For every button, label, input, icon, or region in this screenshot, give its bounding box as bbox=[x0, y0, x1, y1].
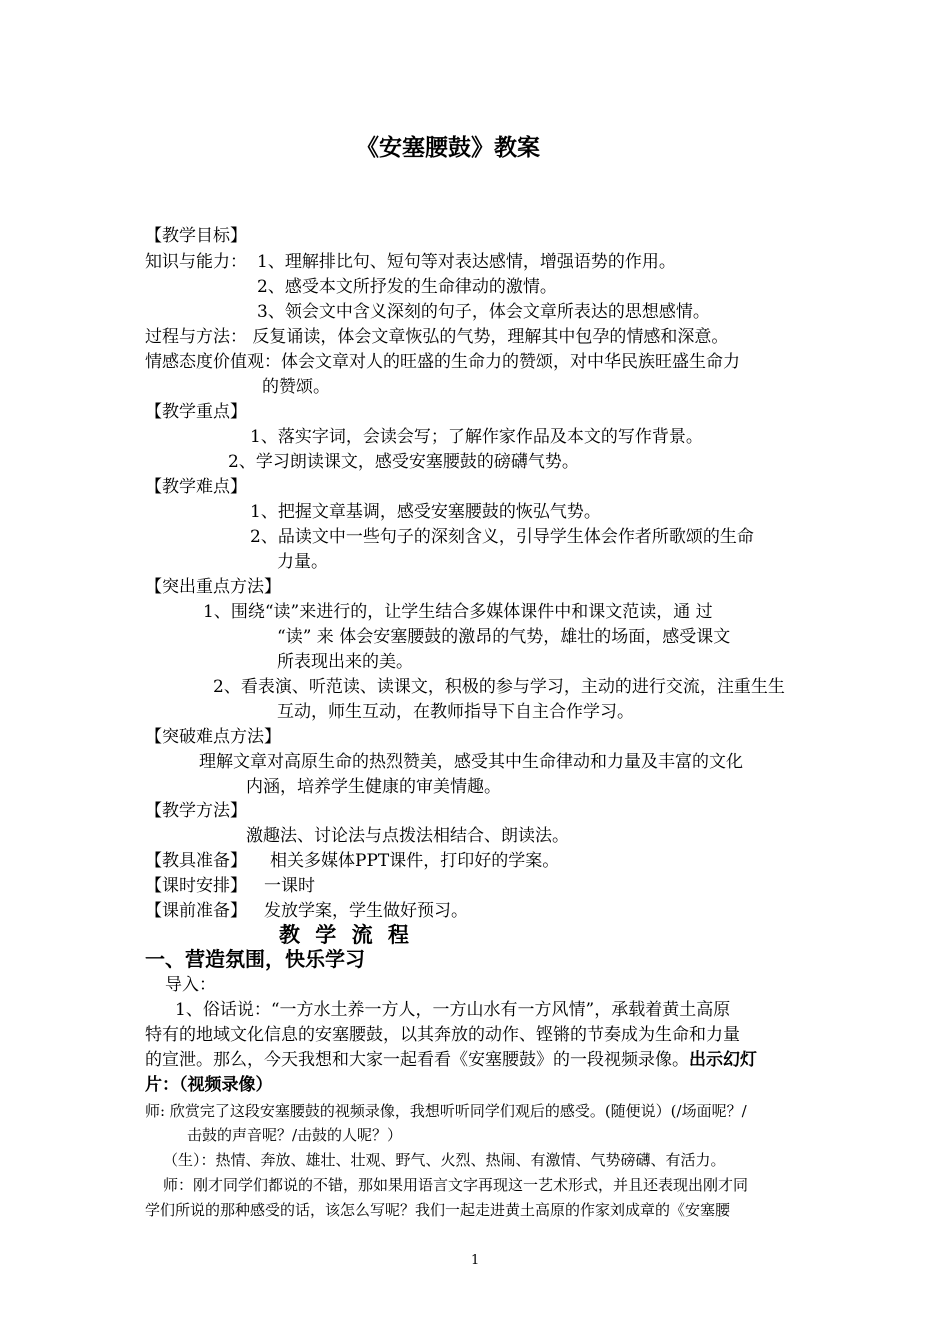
highlight-item-1-line-3: 所表现出来的美。 bbox=[277, 652, 413, 672]
objectives-heading: 【教学目标】 bbox=[145, 226, 247, 246]
intro-paragraph-line-3 bbox=[145, 1049, 757, 1071]
key-point-item-1: 1、落实字词，会读会写；了解作家作品及本文的写作背景。 bbox=[250, 427, 703, 447]
highlight-item-2-line-1: 2、看表演、听范读、读课文，积极的参与学习，主动的进行交流，注重生生 bbox=[213, 677, 785, 697]
key-point-item-2: 2、学习朗读课文，感受安塞腰鼓的磅礴气势。 bbox=[228, 452, 579, 472]
intro-paragraph-line-2: 特有的地域文化信息的安塞腰鼓，以其奔放的动作、铿锵的节奏成为生命和力量 bbox=[145, 1025, 740, 1045]
teaching-flow-heading: 教 学 流 程 bbox=[279, 922, 413, 947]
student-response-1: （生）：热情、奔放、雄壮、壮观、野气、火烈、热闹、有激情、气势磅礴、有活力。 bbox=[163, 1151, 726, 1169]
highlight-methods-heading: 【突出重点方法】 bbox=[145, 577, 281, 597]
knowledge-item-2: 2、感受本文所抒发的生命律动的激情。 bbox=[257, 277, 557, 297]
knowledge-ability-label: 知识与能力： bbox=[145, 252, 247, 272]
intro-label: 导入： bbox=[165, 975, 216, 995]
breakthrough-methods-heading: 【突破难点方法】 bbox=[145, 727, 281, 747]
difficulty-item-1: 1、把握文章基调，感受安塞腰鼓的恢弘气势。 bbox=[250, 502, 601, 522]
teacher-remark-1-line-1: 师: 欣赏完了这段安塞腰鼓的视频录像，我想听听同学们观后的感受。(随便说）(/场面呢？/ bbox=[145, 1102, 747, 1120]
materials-heading: 【教具准备】 bbox=[145, 851, 247, 871]
page-number: 1 bbox=[471, 1253, 480, 1268]
difficulties-heading: 【教学难点】 bbox=[145, 477, 247, 497]
knowledge-item-3: 3、领会文中含义深刻的句子，体会文章所表达的思想感情。 bbox=[257, 302, 710, 322]
preparation-heading: 【课前准备】 bbox=[145, 901, 247, 921]
key-points-heading: 【教学重点】 bbox=[145, 402, 247, 422]
document-title: 《安塞腰鼓》教案 bbox=[356, 134, 540, 161]
intro-paragraph-line-1: 1、俗话说：“一方水土养一方人，一方山水有一方风情”，承载着黄土高原 bbox=[175, 1000, 731, 1020]
breakthrough-line-1: 理解文章对高原生命的热烈赞美，感受其中生命律动和力量及丰富的文化 bbox=[199, 752, 743, 772]
section-1-heading: 一、营造氛围，快乐学习 bbox=[145, 947, 365, 971]
teacher-remark-1-line-2: 击鼓的声音呢？/击鼓的人呢？） bbox=[187, 1126, 403, 1144]
schedule-heading: 【课时安排】 bbox=[145, 876, 247, 896]
teacher-remark-2-line-2: 学们所说的那种感受的话，该怎么写呢？我们一起走进黄土高原的作家刘成章的《安塞腰 bbox=[145, 1201, 731, 1219]
emotion-values-line-1: 情感态度价值观：体会文章对人的旺盛的生命力的赞颂，对中华民族旺盛生命力 bbox=[145, 352, 740, 372]
highlight-item-1-line-1: 1、围绕“读”来进行的，让学生结合多媒体课件中和课文范读，通 过 bbox=[203, 602, 713, 622]
schedule-content: 一课时 bbox=[264, 876, 315, 896]
knowledge-item-1: 1、理解排比句、短句等对表达感情，增强语势的作用。 bbox=[257, 252, 676, 272]
teaching-methods-heading: 【教学方法】 bbox=[145, 801, 247, 821]
difficulty-item-2-line-2: 力量。 bbox=[277, 552, 328, 572]
teaching-methods-content: 激趣法、讨论法与点拨法相结合、朗读法。 bbox=[246, 826, 569, 846]
highlight-item-2-line-2: 互动，师生互动，在教师指导下自主合作学习。 bbox=[277, 702, 634, 722]
teacher-remark-2-line-1: 师：刚才同学们都说的不错，那如果用语言文字再现这一艺术形式，并且还表现出刚才同 bbox=[163, 1176, 749, 1194]
preparation-content: 发放学案，学生做好预习。 bbox=[264, 901, 468, 921]
difficulty-item-2-line-1: 2、品读文中一些句子的深刻含义，引导学生体会作者所歌颂的生命 bbox=[250, 527, 754, 547]
highlight-item-1-line-2: “读” 来 体会安塞腰鼓的激昂的气势，雄壮的场面，感受课文 bbox=[277, 627, 731, 647]
emotion-values-line-2: 的赞颂。 bbox=[262, 377, 330, 397]
materials-content: 相关多媒体PPT课件，打印好的学案。 bbox=[270, 851, 560, 871]
show-slide-instruction: 出示幻灯 bbox=[689, 1050, 757, 1070]
intro-paragraph-text: 的宣泄。那么，今天我想和大家一起看看《安塞腰鼓》的一段视频录像。 bbox=[145, 1050, 689, 1070]
process-method-line: 过程与方法： 反复诵读，体会文章恢弘的气势，理解其中包孕的情感和深意。 bbox=[145, 327, 729, 347]
show-slide-instruction-cont: 片：（视频录像） bbox=[145, 1075, 273, 1095]
breakthrough-line-2: 内涵，培养学生健康的审美情趣。 bbox=[246, 777, 501, 797]
